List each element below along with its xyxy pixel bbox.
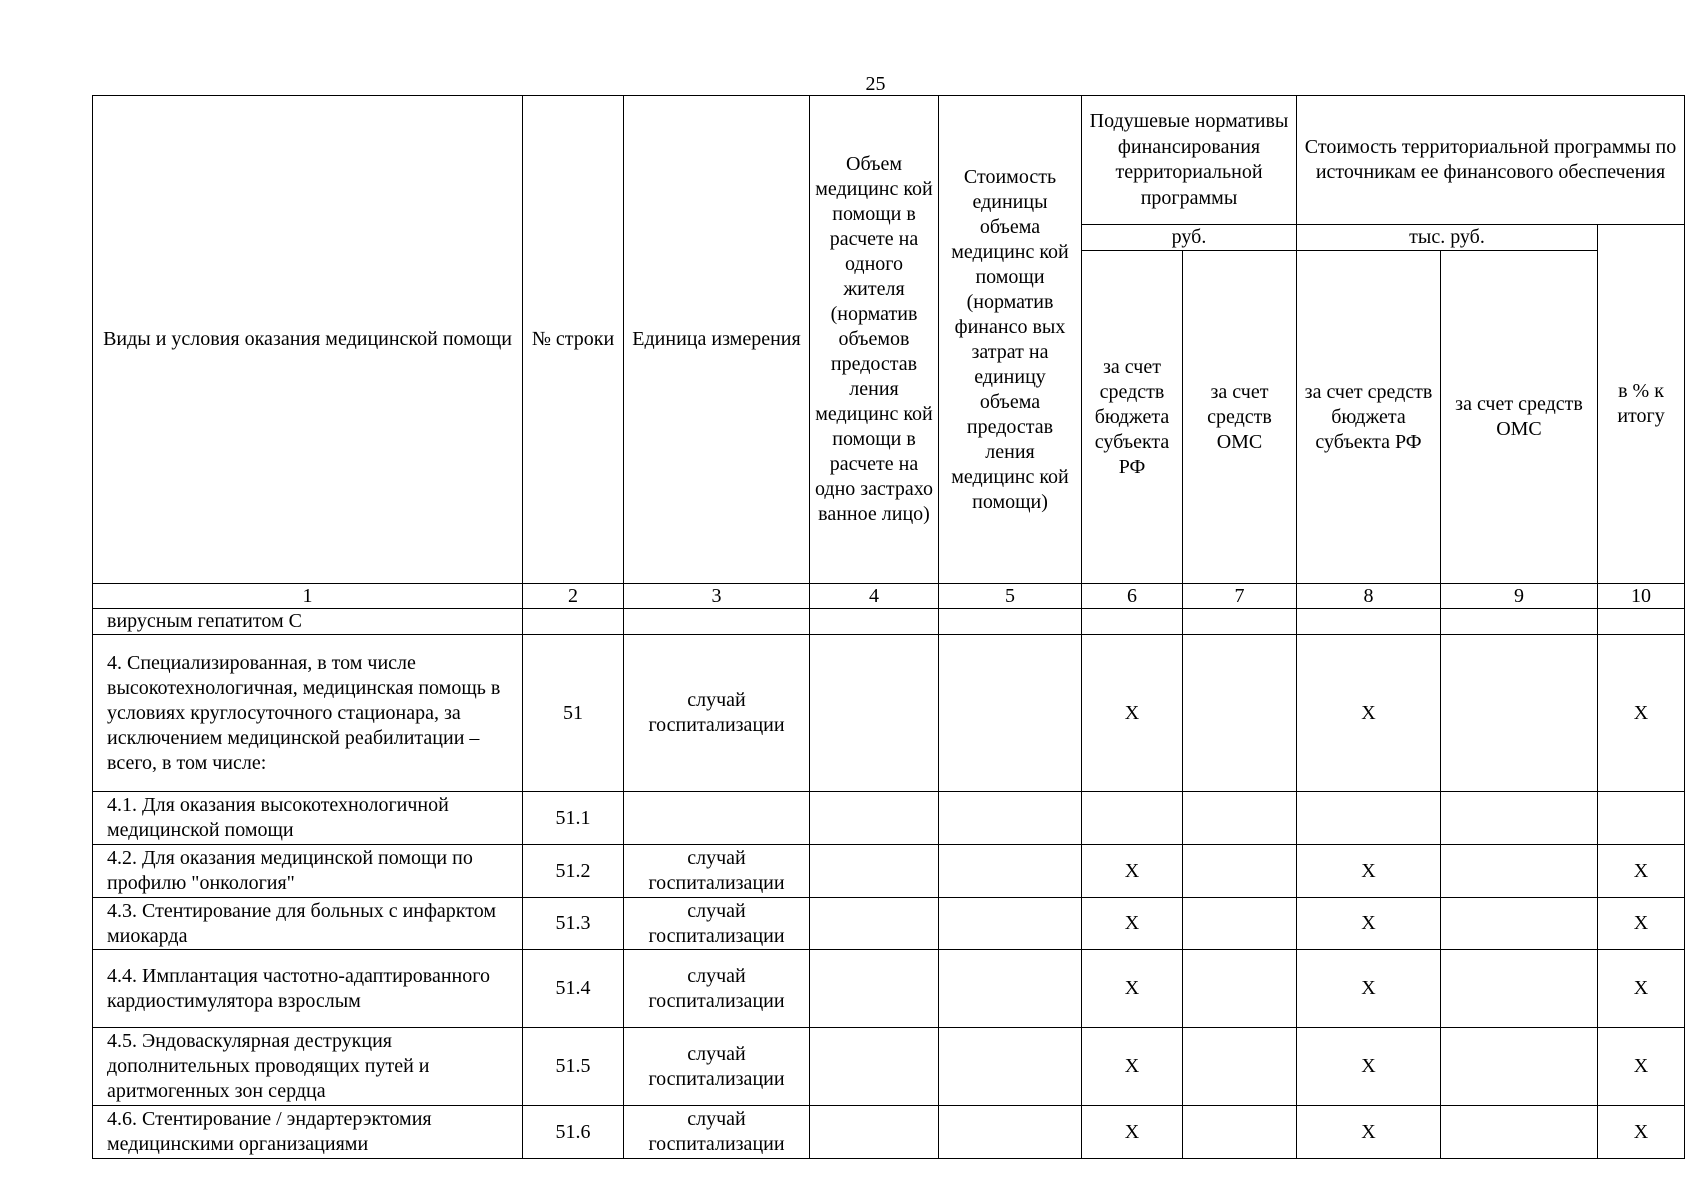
row-unit: случай госпитализации bbox=[624, 950, 810, 1028]
row-cell: X bbox=[1297, 1028, 1441, 1106]
column-number: 9 bbox=[1441, 584, 1598, 609]
row-cell bbox=[1441, 792, 1598, 845]
table-row bbox=[93, 845, 1685, 898]
row-cell bbox=[939, 898, 1082, 950]
row-unit: случай госпитализации bbox=[624, 898, 810, 950]
row-cell bbox=[810, 792, 939, 845]
row-cell bbox=[939, 845, 1082, 898]
header-program-cost: Стоимость территориальной программы по источникам ее финансового обеспечения bbox=[1297, 96, 1685, 225]
row-cell: X bbox=[1598, 1106, 1685, 1159]
row-line-number: 51.1 bbox=[523, 792, 624, 845]
table-row bbox=[93, 1028, 1685, 1106]
header-kind-of-care: Виды и условия оказания медицинской помощи bbox=[93, 96, 523, 584]
header-percent-of-total: в % к итогу bbox=[1598, 225, 1685, 584]
row-cell bbox=[1183, 609, 1297, 635]
row-cell bbox=[810, 950, 939, 1028]
row-cell bbox=[1441, 635, 1598, 792]
row-cell bbox=[939, 609, 1082, 635]
row-cell: X bbox=[1598, 898, 1685, 950]
row-cell bbox=[1183, 792, 1297, 845]
header-per-capita-oms: за счет средств ОМС bbox=[1183, 251, 1297, 584]
row-cell bbox=[1441, 898, 1598, 950]
row-cell: X bbox=[1297, 845, 1441, 898]
column-number: 4 bbox=[810, 584, 939, 609]
column-number: 3 bbox=[624, 584, 810, 609]
header-cost-oms: за счет средств ОМС bbox=[1441, 251, 1598, 584]
row-cell bbox=[1082, 792, 1183, 845]
row-cell: X bbox=[1082, 635, 1183, 792]
row-cell bbox=[939, 792, 1082, 845]
row-line-number: 51.4 bbox=[523, 950, 624, 1028]
header-unit: Единица измерения bbox=[624, 96, 810, 584]
row-unit: случай госпитализации bbox=[624, 1028, 810, 1106]
column-number: 2 bbox=[523, 584, 624, 609]
header-per-capita-standards: Подушевые нормативы финансирования территориальной программы bbox=[1082, 96, 1297, 225]
row-name: 4.4. Имплантация частотно-адаптированного кардиостимулятора взрослым bbox=[93, 950, 523, 1028]
row-unit: случай госпитализации bbox=[624, 1106, 810, 1159]
row-cell bbox=[1441, 1106, 1598, 1159]
row-cell: X bbox=[1297, 635, 1441, 792]
row-cell bbox=[1183, 635, 1297, 792]
row-line-number: 51.5 bbox=[523, 1028, 624, 1106]
header-unit-rub: руб. bbox=[1082, 225, 1297, 251]
table-row bbox=[93, 635, 1685, 792]
row-cell bbox=[1183, 845, 1297, 898]
row-cell: X bbox=[1598, 950, 1685, 1028]
row-cell bbox=[1441, 950, 1598, 1028]
row-unit: случай госпитализации bbox=[624, 635, 810, 792]
row-name: 4. Специализированная, в том числе высокотехнологичная, медицинская помощь в условиях круглосуточного стационара, за исключением медицинской реабилитации – всего, в том числе: bbox=[93, 635, 523, 792]
row-cell: X bbox=[1082, 1106, 1183, 1159]
header-unit-thousand-rub: тыс. руб. bbox=[1297, 225, 1598, 251]
column-number: 10 bbox=[1598, 584, 1685, 609]
row-cell bbox=[1297, 792, 1441, 845]
column-number: 7 bbox=[1183, 584, 1297, 609]
row-cell: X bbox=[1297, 898, 1441, 950]
header-unit-cost: Стоимость единицы объема медицинс кой помощи (норматив финансо вых затрат на единицу объема предостав ления медицинс кой помощи) bbox=[939, 96, 1082, 584]
row-cell bbox=[939, 950, 1082, 1028]
header-cost-budget: за счет средств бюджета субъекта РФ bbox=[1297, 251, 1441, 584]
header-line-number: № строки bbox=[523, 96, 624, 584]
header-per-capita-budget: за счет средств бюджета субъекта РФ bbox=[1082, 251, 1183, 584]
column-number: 5 bbox=[939, 584, 1082, 609]
row-cell bbox=[1183, 1028, 1297, 1106]
row-cell bbox=[1082, 609, 1183, 635]
table-row bbox=[93, 609, 1685, 635]
row-line-number: 51 bbox=[523, 635, 624, 792]
table-row bbox=[93, 898, 1685, 950]
row-cell bbox=[1183, 898, 1297, 950]
row-cell: X bbox=[1598, 1028, 1685, 1106]
row-name: вирусным гепатитом С bbox=[93, 609, 523, 635]
row-cell bbox=[1183, 950, 1297, 1028]
row-unit bbox=[624, 792, 810, 845]
row-line-number: 51.6 bbox=[523, 1106, 624, 1159]
row-cell: X bbox=[1082, 950, 1183, 1028]
row-cell bbox=[1183, 1106, 1297, 1159]
row-cell bbox=[939, 1106, 1082, 1159]
row-cell: X bbox=[1297, 1106, 1441, 1159]
row-unit: случай госпитализации bbox=[624, 845, 810, 898]
row-cell bbox=[1598, 792, 1685, 845]
column-number: 8 bbox=[1297, 584, 1441, 609]
row-unit bbox=[624, 609, 810, 635]
row-cell bbox=[810, 609, 939, 635]
row-name: 4.1. Для оказания высокотехнологичной медицинской помощи bbox=[93, 792, 523, 845]
row-cell bbox=[810, 1106, 939, 1159]
row-cell bbox=[1297, 609, 1441, 635]
row-cell bbox=[1441, 845, 1598, 898]
row-cell bbox=[810, 1028, 939, 1106]
row-cell bbox=[1441, 1028, 1598, 1106]
table-row bbox=[93, 1106, 1685, 1159]
table-row bbox=[93, 792, 1685, 845]
page-number: 25 bbox=[865, 73, 886, 95]
row-cell bbox=[810, 898, 939, 950]
program-cost-table bbox=[92, 95, 1685, 1159]
row-name: 4.5. Эндоваскулярная деструкция дополнительных проводящих путей и аритмогенных зон сердца bbox=[93, 1028, 523, 1106]
row-cell: X bbox=[1598, 635, 1685, 792]
row-name: 4.2. Для оказания медицинской помощи по профилю "онкология" bbox=[93, 845, 523, 898]
row-cell: X bbox=[1297, 950, 1441, 1028]
row-name: 4.3. Стентирование для больных с инфарктом миокарда bbox=[93, 898, 523, 950]
row-cell bbox=[939, 635, 1082, 792]
row-line-number: 51.2 bbox=[523, 845, 624, 898]
row-cell: X bbox=[1082, 898, 1183, 950]
row-cell bbox=[1441, 609, 1598, 635]
header-volume: Объем медицинс кой помощи в расчете на одного жителя (норматив объемов предостав ления медицинс кой помощи в расчете на одно застрахо ванное лицо) bbox=[810, 96, 939, 584]
row-name: 4.6. Стентирование / эндартерэктомия медицинскими организациями bbox=[93, 1106, 523, 1159]
row-cell: X bbox=[1082, 845, 1183, 898]
row-cell bbox=[1598, 609, 1685, 635]
column-number: 6 bbox=[1082, 584, 1183, 609]
column-number: 1 bbox=[93, 584, 523, 609]
row-cell bbox=[939, 1028, 1082, 1106]
row-cell bbox=[810, 635, 939, 792]
row-cell: X bbox=[1082, 1028, 1183, 1106]
row-cell bbox=[810, 845, 939, 898]
row-cell: X bbox=[1598, 845, 1685, 898]
row-line-number: 51.3 bbox=[523, 898, 624, 950]
table-row bbox=[93, 950, 1685, 1028]
row-line-number bbox=[523, 609, 624, 635]
